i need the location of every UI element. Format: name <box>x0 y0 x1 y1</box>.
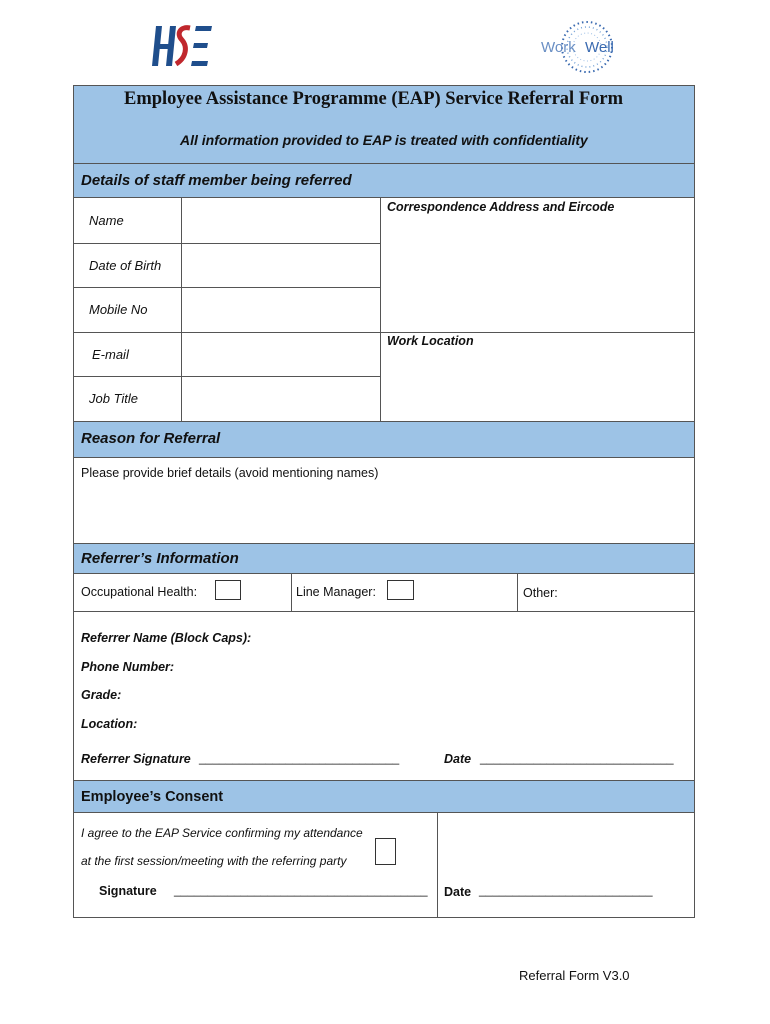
line-manager-checkbox[interactable] <box>387 580 414 600</box>
occupational-health-checkbox[interactable] <box>215 580 241 600</box>
mobile-field[interactable] <box>182 288 379 331</box>
consent-text-line1: I agree to the EAP Service confirming my attendance <box>81 826 363 840</box>
staff-section-heading: Details of staff member being referred <box>81 172 352 189</box>
reason-instruction: Please provide brief details (avoid mentioning names) <box>81 466 379 480</box>
consent-date-label: Date <box>444 885 472 899</box>
consent-signature-label: Signature <box>99 884 157 898</box>
address-field[interactable] <box>381 216 693 331</box>
email-label: E-mail <box>92 347 129 362</box>
svg-text:Well: Well <box>585 39 614 56</box>
referrer-grade-label: Grade: <box>81 688 122 702</box>
email-field[interactable] <box>182 333 379 375</box>
referrer-name-label: Referrer Name (Block Caps): <box>81 631 252 645</box>
referrer-date-line[interactable]: _____________________________ <box>480 751 674 765</box>
other-label: Other: <box>523 586 558 600</box>
svg-text:Work: Work <box>541 39 576 56</box>
dob-field[interactable] <box>182 244 379 286</box>
referrer-section-heading: Referrer’s Information <box>81 550 239 567</box>
work-location-field[interactable] <box>381 350 693 420</box>
referral-form <box>73 85 695 918</box>
dob-label: Date of Birth <box>89 258 162 273</box>
consent-text-line2: at the first session/meeting with the referring party <box>81 854 347 868</box>
referrer-location-label: Location: <box>81 717 138 731</box>
reason-details-field[interactable] <box>75 482 693 542</box>
referrer-signature-line[interactable]: ______________________________ <box>199 751 400 765</box>
reason-section-heading: Reason for Referral <box>81 430 221 447</box>
name-field[interactable] <box>182 199 379 242</box>
mobile-label: Mobile No <box>89 302 148 317</box>
work-location-label: Work Location <box>387 334 474 348</box>
referrer-phone-label: Phone Number: <box>81 660 175 674</box>
consent-checkbox[interactable] <box>375 838 396 865</box>
line-manager-label: Line Manager: <box>296 585 376 599</box>
consent-section-heading: Employee’s Consent <box>81 789 224 805</box>
hse-logo <box>150 20 214 72</box>
workwell-logo <box>535 18 631 76</box>
form-version: Referral Form V3.0 <box>519 968 630 983</box>
job-title-field[interactable] <box>182 377 379 420</box>
name-label: Name <box>89 213 124 228</box>
referrer-date-label: Date <box>444 752 472 766</box>
occupational-health-label: Occupational Health: <box>81 585 198 599</box>
form-title: Employee Assistance Programme (EAP) Service Referral Form <box>124 89 623 109</box>
address-label: Correspondence Address and Eircode <box>387 200 615 214</box>
consent-date-line[interactable]: __________________________ <box>479 883 653 897</box>
confidentiality-note: All information provided to EAP is treated with confidentiality <box>180 132 588 148</box>
job-title-label: Job Title <box>89 391 139 406</box>
referrer-signature-label: Referrer Signature <box>81 752 191 766</box>
consent-signature-line[interactable]: ______________________________________ <box>174 883 428 897</box>
